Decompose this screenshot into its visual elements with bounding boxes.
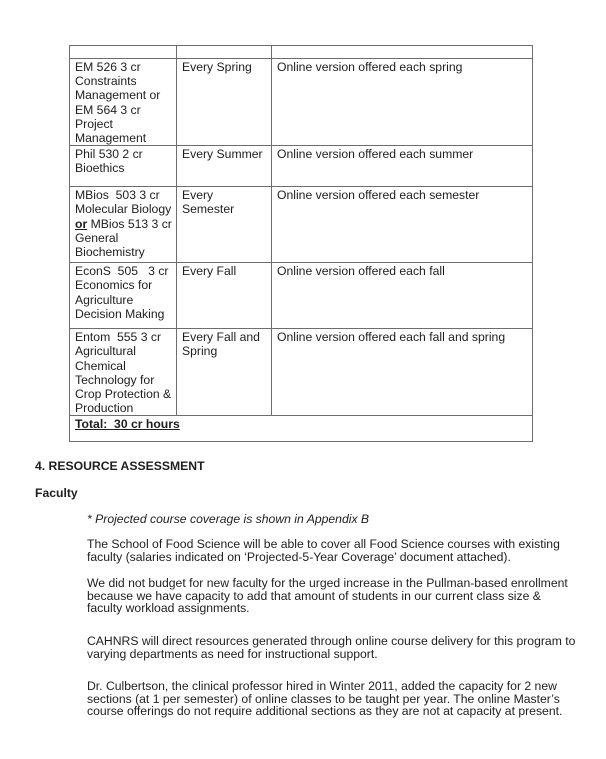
table-cell (177, 46, 272, 59)
course-line: Management (75, 131, 147, 146)
course-cell (70, 59, 177, 146)
course-cell (70, 187, 177, 263)
table-row (70, 59, 533, 146)
course-line: Decision Making (75, 306, 165, 321)
table-row (70, 263, 533, 329)
paragraph: We did not budget for new faculty for the urged increase in the Pullman-based enrollment because we have capacity to add that amount of students in our current class size & faculty workload assignments. (87, 576, 568, 616)
frequency-cell: Every Semester (177, 187, 272, 263)
course-line-text: MBios 513 3 cr (87, 216, 172, 231)
table-row (70, 329, 533, 416)
course-line: EM 564 3 cr (75, 102, 141, 117)
course-line: Crop Protection & (75, 387, 172, 402)
course-line: Agriculture (75, 292, 134, 307)
frequency-line: Spring (182, 344, 218, 359)
course-line: Agricultural (75, 344, 136, 359)
total-cell (70, 416, 533, 442)
total-credit-hours: Total: 30 cr hours (75, 417, 180, 432)
frequency-line: Every Fall and (182, 330, 260, 345)
frequency-cell: Every Summer (177, 146, 272, 187)
frequency-cell (177, 329, 272, 416)
faculty-subheading: Faculty (35, 486, 78, 500)
notes-cell: Online version offered each fall and spring (272, 329, 533, 416)
course-line: Bioethics (75, 161, 125, 176)
course-line: Production (75, 401, 134, 416)
or-emphasis: or (75, 216, 88, 231)
table-cell (70, 46, 177, 59)
course-line: EconS 505 3 cr (75, 264, 169, 279)
course-line: Entom 555 3 cr (75, 330, 162, 345)
course-line: Management or (75, 88, 161, 103)
course-line: Constraints (75, 74, 137, 89)
course-line: MBios 503 3 cr (75, 188, 160, 203)
course-line: Project (75, 116, 113, 131)
frequency-cell: Every Spring (177, 59, 272, 146)
course-cell (70, 263, 177, 329)
course-line: Biochemistry (75, 245, 145, 260)
course-line: Phil 530 2 cr (75, 147, 143, 162)
notes-cell: Online version offered each summer (272, 146, 533, 187)
course-line: Chemical (75, 358, 126, 373)
frequency-cell: Every Fall (177, 263, 272, 329)
course-line: General (75, 230, 119, 245)
section-heading: 4. RESOURCE ASSESSMENT (35, 459, 205, 473)
paragraph: The School of Food Science will be able to cover all Food Science courses with existing faculty (salaries indicated on ‘Projected-5-Year Coverage’ document attached). (87, 537, 560, 564)
paragraph: Dr. Culbertson, the clinical professor hired in Winter 2011, added the capacity for 2 new sections (at 1 per semester) of online classes to be taught per year. The online Master’s course offerings do not require additional sections as they are not at capacity at present. (87, 679, 563, 719)
appendix-note: * Projected course coverage is shown in Appendix B (87, 512, 370, 526)
table-row (70, 46, 533, 59)
notes-cell: Online version offered each semester (272, 187, 533, 263)
notes-cell: Online version offered each fall (272, 263, 533, 329)
paragraph: CAHNRS will direct resources generated through online course delivery for this program to varying departments as need for instructional support. (87, 634, 576, 661)
course-line: Molecular Biology (75, 202, 172, 217)
course-line: EM 526 3 cr (75, 60, 141, 74)
course-line: Economics for (75, 278, 153, 293)
table-total-row (70, 416, 533, 442)
table-cell (272, 46, 533, 59)
table-row (70, 146, 533, 187)
course-line: Technology for (75, 372, 155, 387)
course-offerings-table (69, 45, 533, 442)
notes-cell: Online version offered each spring (272, 59, 533, 146)
table-row (70, 187, 533, 263)
course-line (75, 217, 172, 231)
course-cell (70, 146, 177, 187)
course-cell (70, 329, 177, 416)
